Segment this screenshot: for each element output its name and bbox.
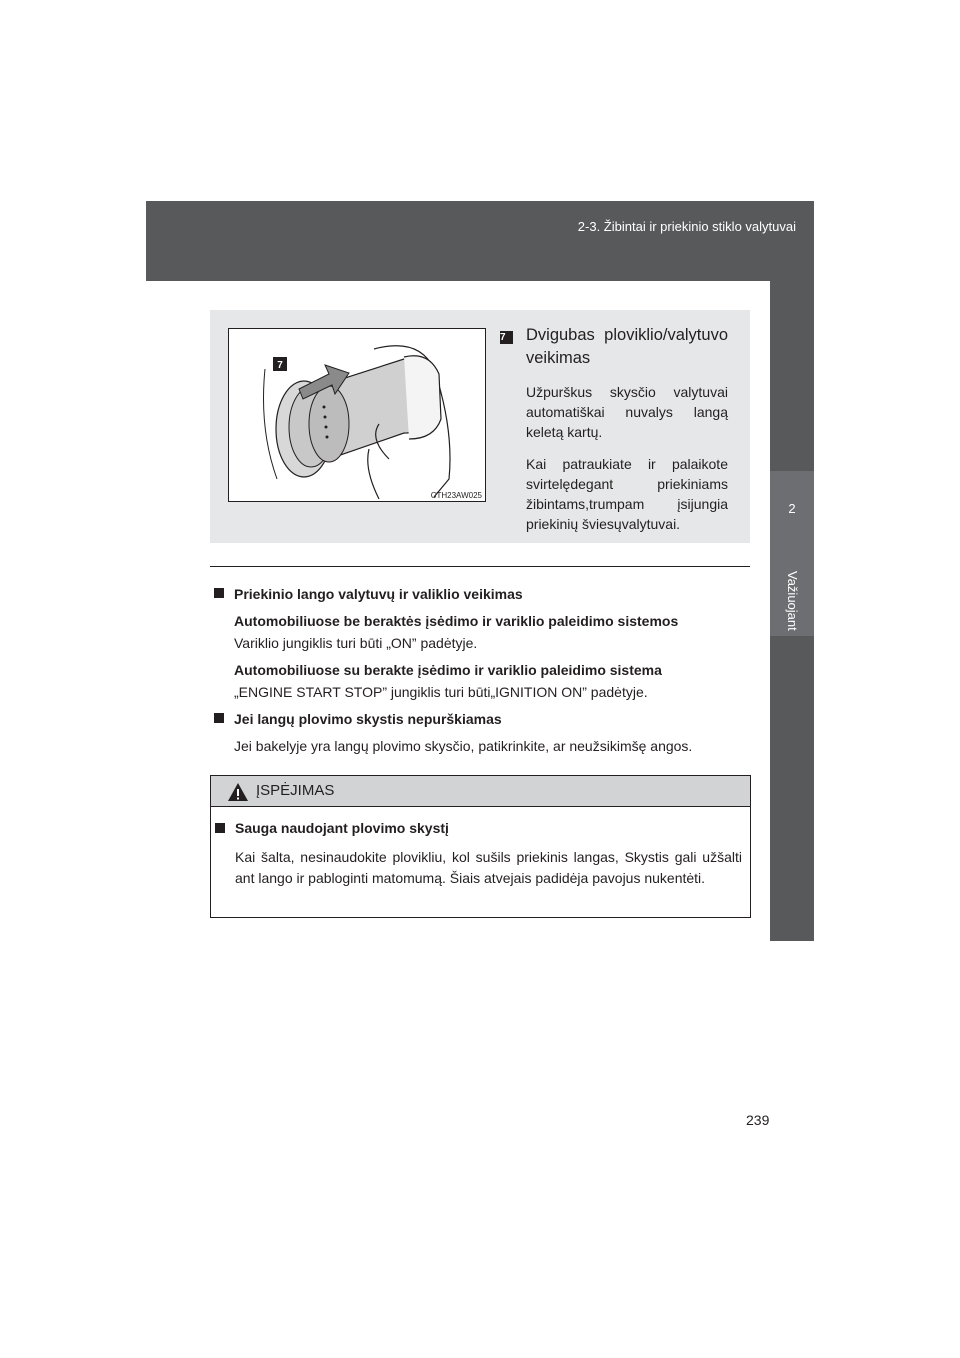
header-band bbox=[146, 201, 814, 281]
warning-header bbox=[211, 776, 750, 807]
chapter-label: Važiuojant bbox=[785, 571, 800, 631]
warning-paragraph: Kai šalta, nesinaudokite plovikliu, kol sušils priekinis langas, Skystis gali užšalti ant lango ir pabloginti matomumą. Šiais atvejais padidėja pavojus nukentėti. bbox=[235, 849, 742, 886]
callout-badge-label: 7 bbox=[277, 360, 283, 371]
figure-paragraph: Užpurškus skysčio valytuvai automatiškai nuvalys langą keletą kartų. bbox=[526, 384, 728, 440]
figure-heading bbox=[500, 324, 728, 370]
figure-paragraph: Kai patraukiate ir palaikote svirtelędegant priekiniams žibintams,trumpam įsijungia priekinių šviesųvalytuvai. bbox=[526, 456, 728, 532]
figure-heading-text: Dvigubas ploviklio/valytuvo veikimas bbox=[526, 326, 728, 367]
condition-line: Automobiliuose be beraktės įsėdimo ir variklio paleidimo sistemos bbox=[234, 613, 679, 629]
body-text bbox=[214, 583, 750, 757]
section-divider bbox=[210, 566, 750, 567]
square-bullet-icon bbox=[215, 823, 225, 833]
section-heading bbox=[214, 583, 750, 605]
callout-badge: 7 bbox=[500, 331, 513, 344]
chapter-box bbox=[770, 471, 814, 636]
warning-section-heading bbox=[215, 818, 742, 839]
section-heading-text: Priekinio lango valytuvų ir valiklio veikimas bbox=[234, 586, 523, 602]
page-number: 239 bbox=[746, 1112, 770, 1128]
figure-caption bbox=[500, 324, 728, 534]
condition-line: Jei bakelyje yra langų plovimo skysčio, patikrinkite, ar neužsikimšę angos. bbox=[234, 738, 693, 754]
section-title: 2-3. Žibintai ir priekinio stiklo valytuvai bbox=[577, 219, 796, 234]
section-heading-text: Jei langų plovimo skystis nepurškiamas bbox=[234, 711, 502, 727]
wiper-lever-illustration bbox=[228, 328, 486, 502]
condition-line: Variklio jungiklis turi būti „ON” padėtyje. bbox=[234, 635, 478, 651]
warning-body bbox=[215, 818, 742, 889]
chapter-side-tab bbox=[770, 281, 814, 941]
square-bullet-icon bbox=[214, 588, 224, 598]
warning-box bbox=[210, 775, 751, 918]
lever-hand-drawing bbox=[229, 329, 485, 501]
section-heading bbox=[214, 708, 750, 730]
square-bullet-icon bbox=[214, 713, 224, 723]
figure-box bbox=[210, 310, 750, 543]
warning-section-heading-text: Sauga naudojant plovimo skystį bbox=[235, 820, 449, 836]
image-code: CTH23AW025 bbox=[430, 491, 482, 500]
warning-triangle-icon bbox=[227, 782, 249, 802]
warning-title: ĮSPĖJIMAS bbox=[256, 782, 335, 799]
chapter-number: 2 bbox=[788, 501, 796, 516]
condition-line: „ENGINE START STOP” jungiklis turi būti„IGNITION ON” padėtyje. bbox=[234, 684, 648, 700]
condition-line: Automobiliuose su berakte įsėdimo ir variklio paleidimo sistema bbox=[234, 662, 662, 678]
